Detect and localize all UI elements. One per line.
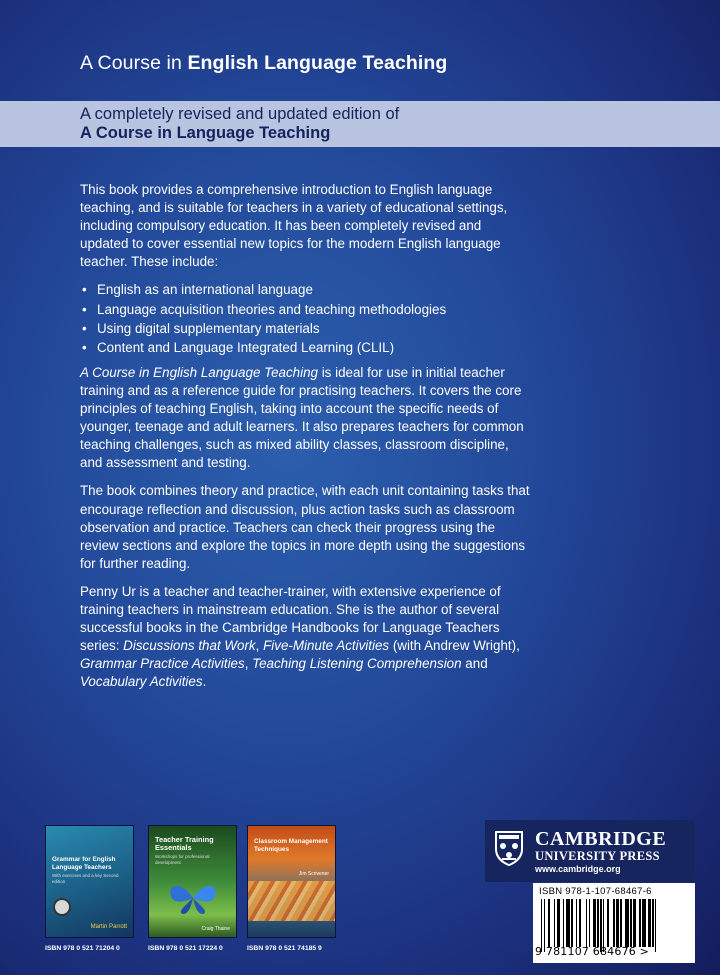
publisher-logo <box>485 820 695 882</box>
publisher-url[interactable]: www.cambridge.org <box>535 864 621 874</box>
series-title-prefix: A Course in <box>80 52 182 74</box>
thumb-subtitle: With exercises and a key Second edition <box>52 873 119 884</box>
topic-item: • Language acquisition theories and teaching methodologies <box>80 301 530 319</box>
barcode-stripe <box>656 899 657 952</box>
edition-note: A completely revised and updated edition of <box>80 105 400 123</box>
separator: and <box>461 656 488 672</box>
barcode <box>533 883 695 963</box>
thumb-subtitle: Workshops for professional development <box>155 854 210 865</box>
book-title-italic: A Course in English Language Teaching <box>80 364 318 380</box>
thumb-author: Jim Scrivener <box>298 871 329 877</box>
series-title <box>80 52 447 75</box>
series-title-bold: English Language Teaching <box>187 52 448 74</box>
separator: , <box>244 656 253 672</box>
related-title: Five-Minute Activities <box>263 638 390 654</box>
barcode-bars <box>541 899 691 947</box>
thumb-title: Grammar for English Language Teachers <box>52 856 116 871</box>
topics-list <box>80 281 530 356</box>
separator: . <box>202 674 207 690</box>
related-title: Teaching Listening Comprehension <box>252 656 462 672</box>
fish-image <box>248 881 335 921</box>
thumb-title: Teacher Training Essentials <box>155 835 214 852</box>
usage-paragraph <box>80 364 530 473</box>
publisher-name: CAMBRIDGE <box>535 828 667 850</box>
previous-edition-title: A Course in Language Teaching <box>80 124 331 142</box>
book-thumbnail-training[interactable] <box>148 825 237 938</box>
separator: (with Andrew Wright), <box>389 638 520 654</box>
isbn-label: ISBN 978-1-107-68467-6 <box>539 886 652 897</box>
thumb-title: Classroom Management Techniques <box>254 838 328 853</box>
publisher-press: UNIVERSITY PRESS <box>535 849 660 863</box>
edition-band <box>0 101 720 147</box>
cd-icon <box>53 898 71 916</box>
isbn-classroom: ISBN 978 0 521 74185 9 <box>247 945 322 952</box>
blurb <box>80 181 530 701</box>
intro-paragraph: This book provides a comprehensive introduction to English language teaching, and is suitable for teachers in a variety of educational settings, including compulsory education. It has been completely revised and updated to cover essential new topics for the modern English language teacher. These include: <box>80 182 508 270</box>
thumb-author: Craig Thaine <box>201 926 230 932</box>
isbn-training: ISBN 978 0 521 17224 0 <box>148 945 223 952</box>
topic-item: • Using digital supplementary materials <box>80 320 530 338</box>
ean-number: 9 781107 684676 > <box>535 945 650 958</box>
book-thumbnail-grammar[interactable] <box>45 825 134 938</box>
book-thumbnail-classroom[interactable] <box>247 825 336 938</box>
related-title: Vocabulary Activities <box>80 674 203 690</box>
related-title: Discussions that Work <box>123 638 256 654</box>
usage-text: is ideal for use in initial teacher training and as a reference guide for practising teachers. It covers the core principles of teaching English, taking into account the specific needs of younger, teenage and adult learners. It also prepares teachers for common teaching challenges, such as mixed ability classes, classroom discipline, and assessment and testing. <box>80 364 524 471</box>
method-paragraph: The book combines theory and practice, with each unit containing tasks that encourage reflection and discussion, plus action tasks such as classroom observation and practice. Teachers can check their progress using the review sections and explore the topics in more depth using the suggestions for further reading. <box>80 483 530 571</box>
thumb-author: Martin Parrott <box>90 924 127 930</box>
crest-icon <box>493 829 525 867</box>
topic-item: • English as an international language <box>80 281 530 299</box>
author-paragraph <box>80 583 530 692</box>
author-bio: Penny Ur is a teacher and teacher-trainer, with extensive experience of training teachers in mainstream education. She is the author of several successful books in the Cambridge Handbooks for Language Teachers series: <box>80 583 501 654</box>
butterfly-icon <box>163 876 223 916</box>
topic-item: • Content and Language Integrated Learning (CLIL) <box>80 339 530 357</box>
related-title: Grammar Practice Activities <box>80 656 245 672</box>
isbn-grammar: ISBN 978 0 521 71204 0 <box>45 945 120 952</box>
separator: , <box>255 638 264 654</box>
